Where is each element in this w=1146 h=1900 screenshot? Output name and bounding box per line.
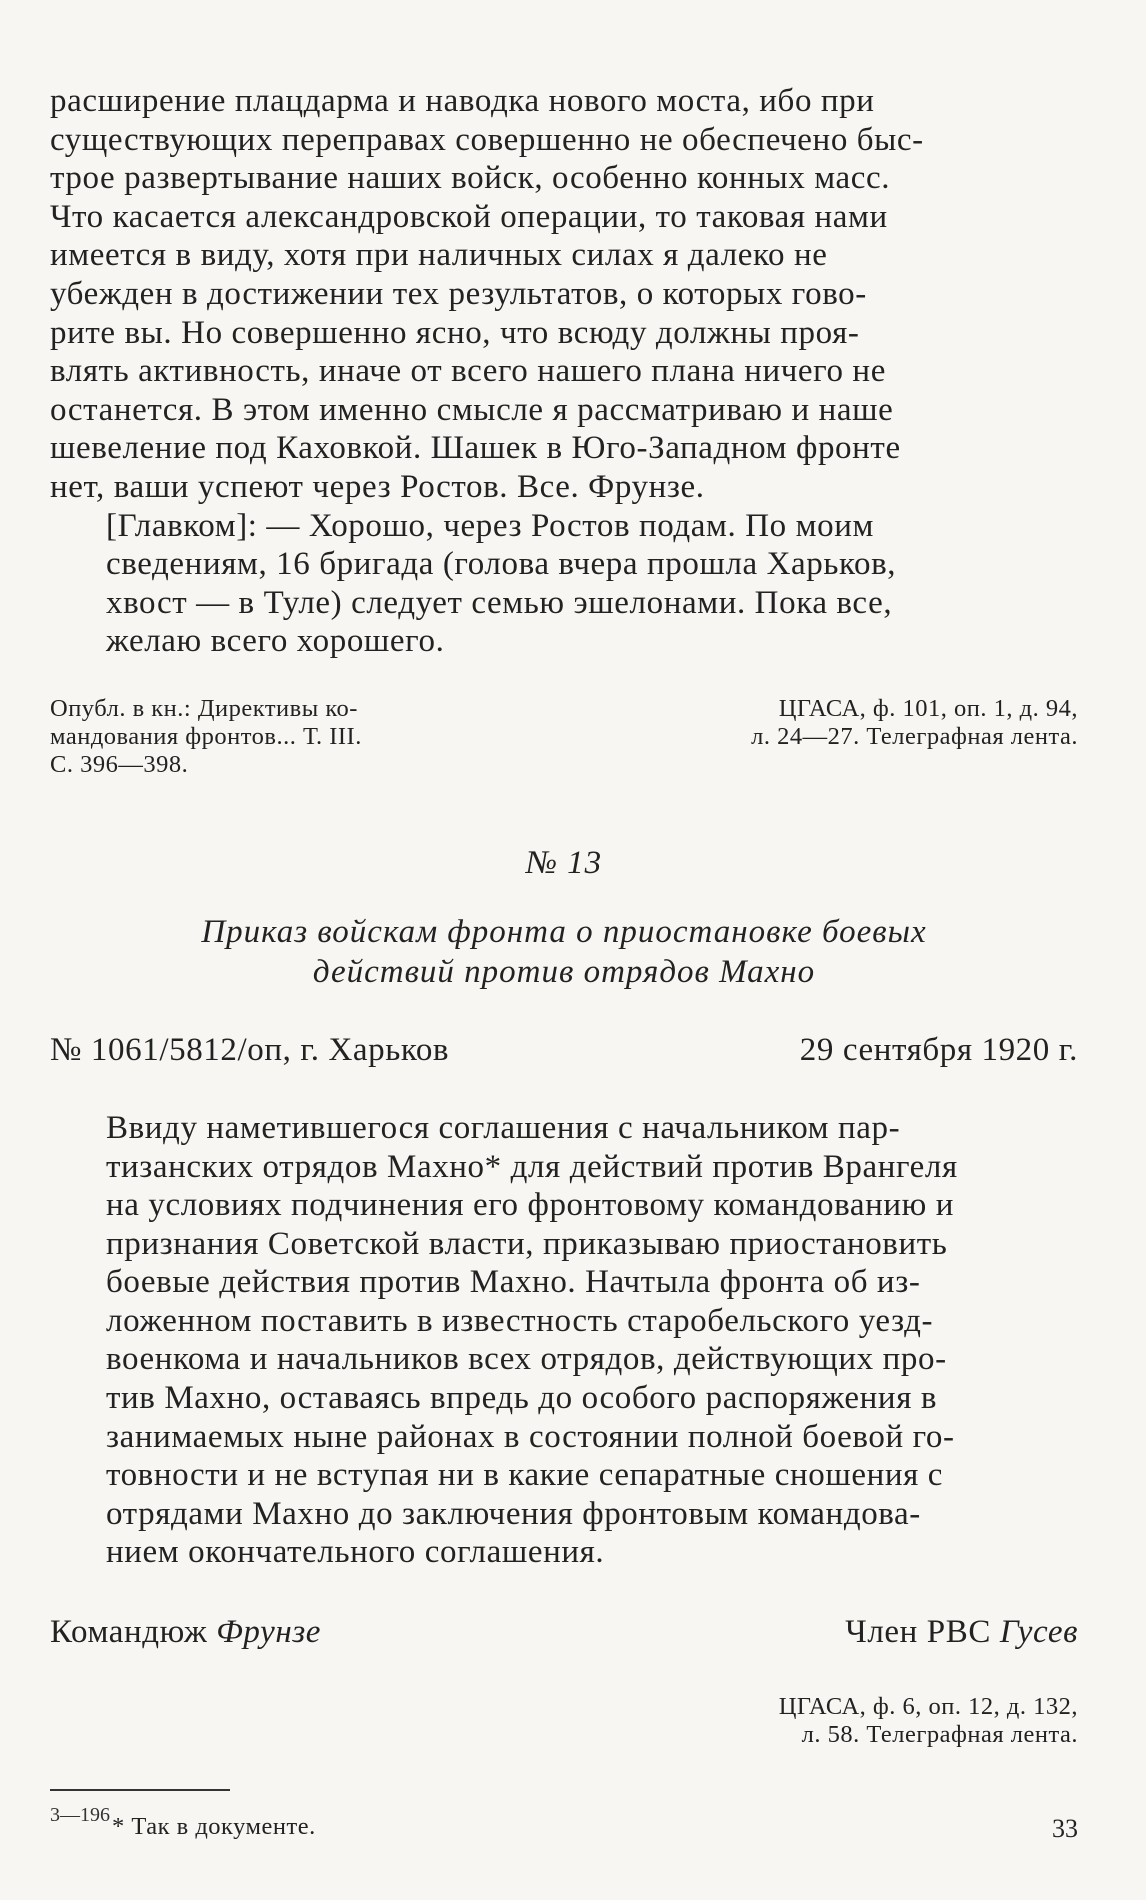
text-line: рите вы. Но совершенно ясно, что всюду должны проя- <box>50 314 860 351</box>
text-line: влять активность, иначе от всего нашего плана ничего не <box>50 353 886 390</box>
page-footer <box>50 1804 1078 1844</box>
text-line: шевеление под Каховкой. Шашек в Юго-Западном фронте <box>50 430 901 467</box>
source-line: л. 24—27. Телеграфная лента. <box>751 722 1078 750</box>
text-line: признания Советской власти, приказываю приостановить <box>106 1225 948 1262</box>
text-line: отрядами Махно до заключения фронтовым командова- <box>106 1495 921 1532</box>
source-line: С. 396—398. <box>50 750 189 778</box>
order-text <box>50 1109 1078 1572</box>
text-line: товности и не вступая ни в какие сепаратные сношения с <box>106 1457 944 1494</box>
page-number: 33 <box>1052 1814 1078 1843</box>
text-line: трое развертывание наших войск, особенно конных масс. <box>50 160 891 197</box>
source-line: Опубл. в кн.: Директивы ко- <box>50 694 358 722</box>
text-line: хвост — в Туле) следует семью эшелонами. Пока все, <box>106 584 893 621</box>
page <box>50 82 1078 1841</box>
footnote-rule <box>50 1789 230 1791</box>
source-line: ЦГАСА, ф. 6, оп. 12, д. 132, <box>778 1693 1078 1721</box>
text-line: Что касается александровской операции, то таковая нами <box>50 198 888 235</box>
text-line: имеется в виду, хотя при наличных силах я далеко не <box>50 237 828 274</box>
text-line: существующих переправах совершенно не обеспечено быс- <box>50 121 924 158</box>
text-line: убежден в достижении тех результатов, о которых гово- <box>50 275 867 312</box>
document-ref: № 1061/5812/оп, г. Харьков <box>50 1031 450 1068</box>
archive-reference-1 <box>618 695 1078 779</box>
signature-left: Командюж Фрунзе <box>50 1614 322 1651</box>
text-line: на условиях подчинения его фронтовому командованию и <box>106 1187 955 1224</box>
text-line: нет, ваши успеют через Ростов. Все. Фрунзе. <box>50 468 705 505</box>
publication-note <box>50 695 490 779</box>
text-line: военкома и начальников всех отрядов, действующих про- <box>106 1341 947 1378</box>
letter-text <box>50 82 1078 507</box>
text-line: тив Махно, оставаясь впредь до особого распоряжения в <box>106 1380 938 1417</box>
text-line: расширение плацдарма и наводка нового моста, ибо при <box>50 83 875 119</box>
text-line: сведениям, 16 бригада (голова вчера прошла Харьков, <box>106 546 897 583</box>
text-line: Ввиду наметившегося соглашения с начальником пар- <box>106 1109 901 1146</box>
signature-mark: 3—196 <box>50 1804 110 1826</box>
reply-text <box>50 507 1078 661</box>
document-number: № 13 <box>525 844 603 881</box>
document-meta <box>50 1032 1078 1069</box>
source-block-1 <box>50 695 1078 779</box>
document-title <box>50 912 1078 992</box>
text-line: ложенном поставить в известность старобельского уезд- <box>106 1302 934 1339</box>
text-line: занимаемых ныне районах в состоянии полной боевой го- <box>106 1418 955 1455</box>
title-line: Приказ войскам фронта о приостановке боевых <box>201 913 927 950</box>
text-line: нием окончательного соглашения. <box>106 1534 605 1571</box>
text-line: [Главком]: — Хорошо, через Ростов подам. По моим <box>106 507 874 544</box>
text-line: останется. В этом именно смысле я рассматриваю и наше <box>50 391 894 428</box>
signatures <box>50 1614 1078 1651</box>
signature-right: Член РВС Гусев <box>845 1614 1078 1651</box>
source-line: ЦГАСА, ф. 101, оп. 1, д. 94, <box>778 694 1078 722</box>
footnote: * Так в документе. <box>112 1813 316 1841</box>
source-line: мандования фронтов... Т. III. <box>50 722 362 750</box>
text-line: желаю всего хорошего. <box>106 623 445 660</box>
source-line: л. 58. Телеграфная лента. <box>801 1721 1078 1749</box>
text-line: тизанских отрядов Махно* для действий против Врангеля <box>106 1148 958 1185</box>
archive-reference-2 <box>50 1693 1078 1749</box>
document-date: 29 сентября 1920 г. <box>799 1031 1078 1068</box>
text-line: боевые действия против Махно. Начтыла фронта об из- <box>106 1264 921 1301</box>
title-line: действий против отрядов Махно <box>312 953 816 990</box>
